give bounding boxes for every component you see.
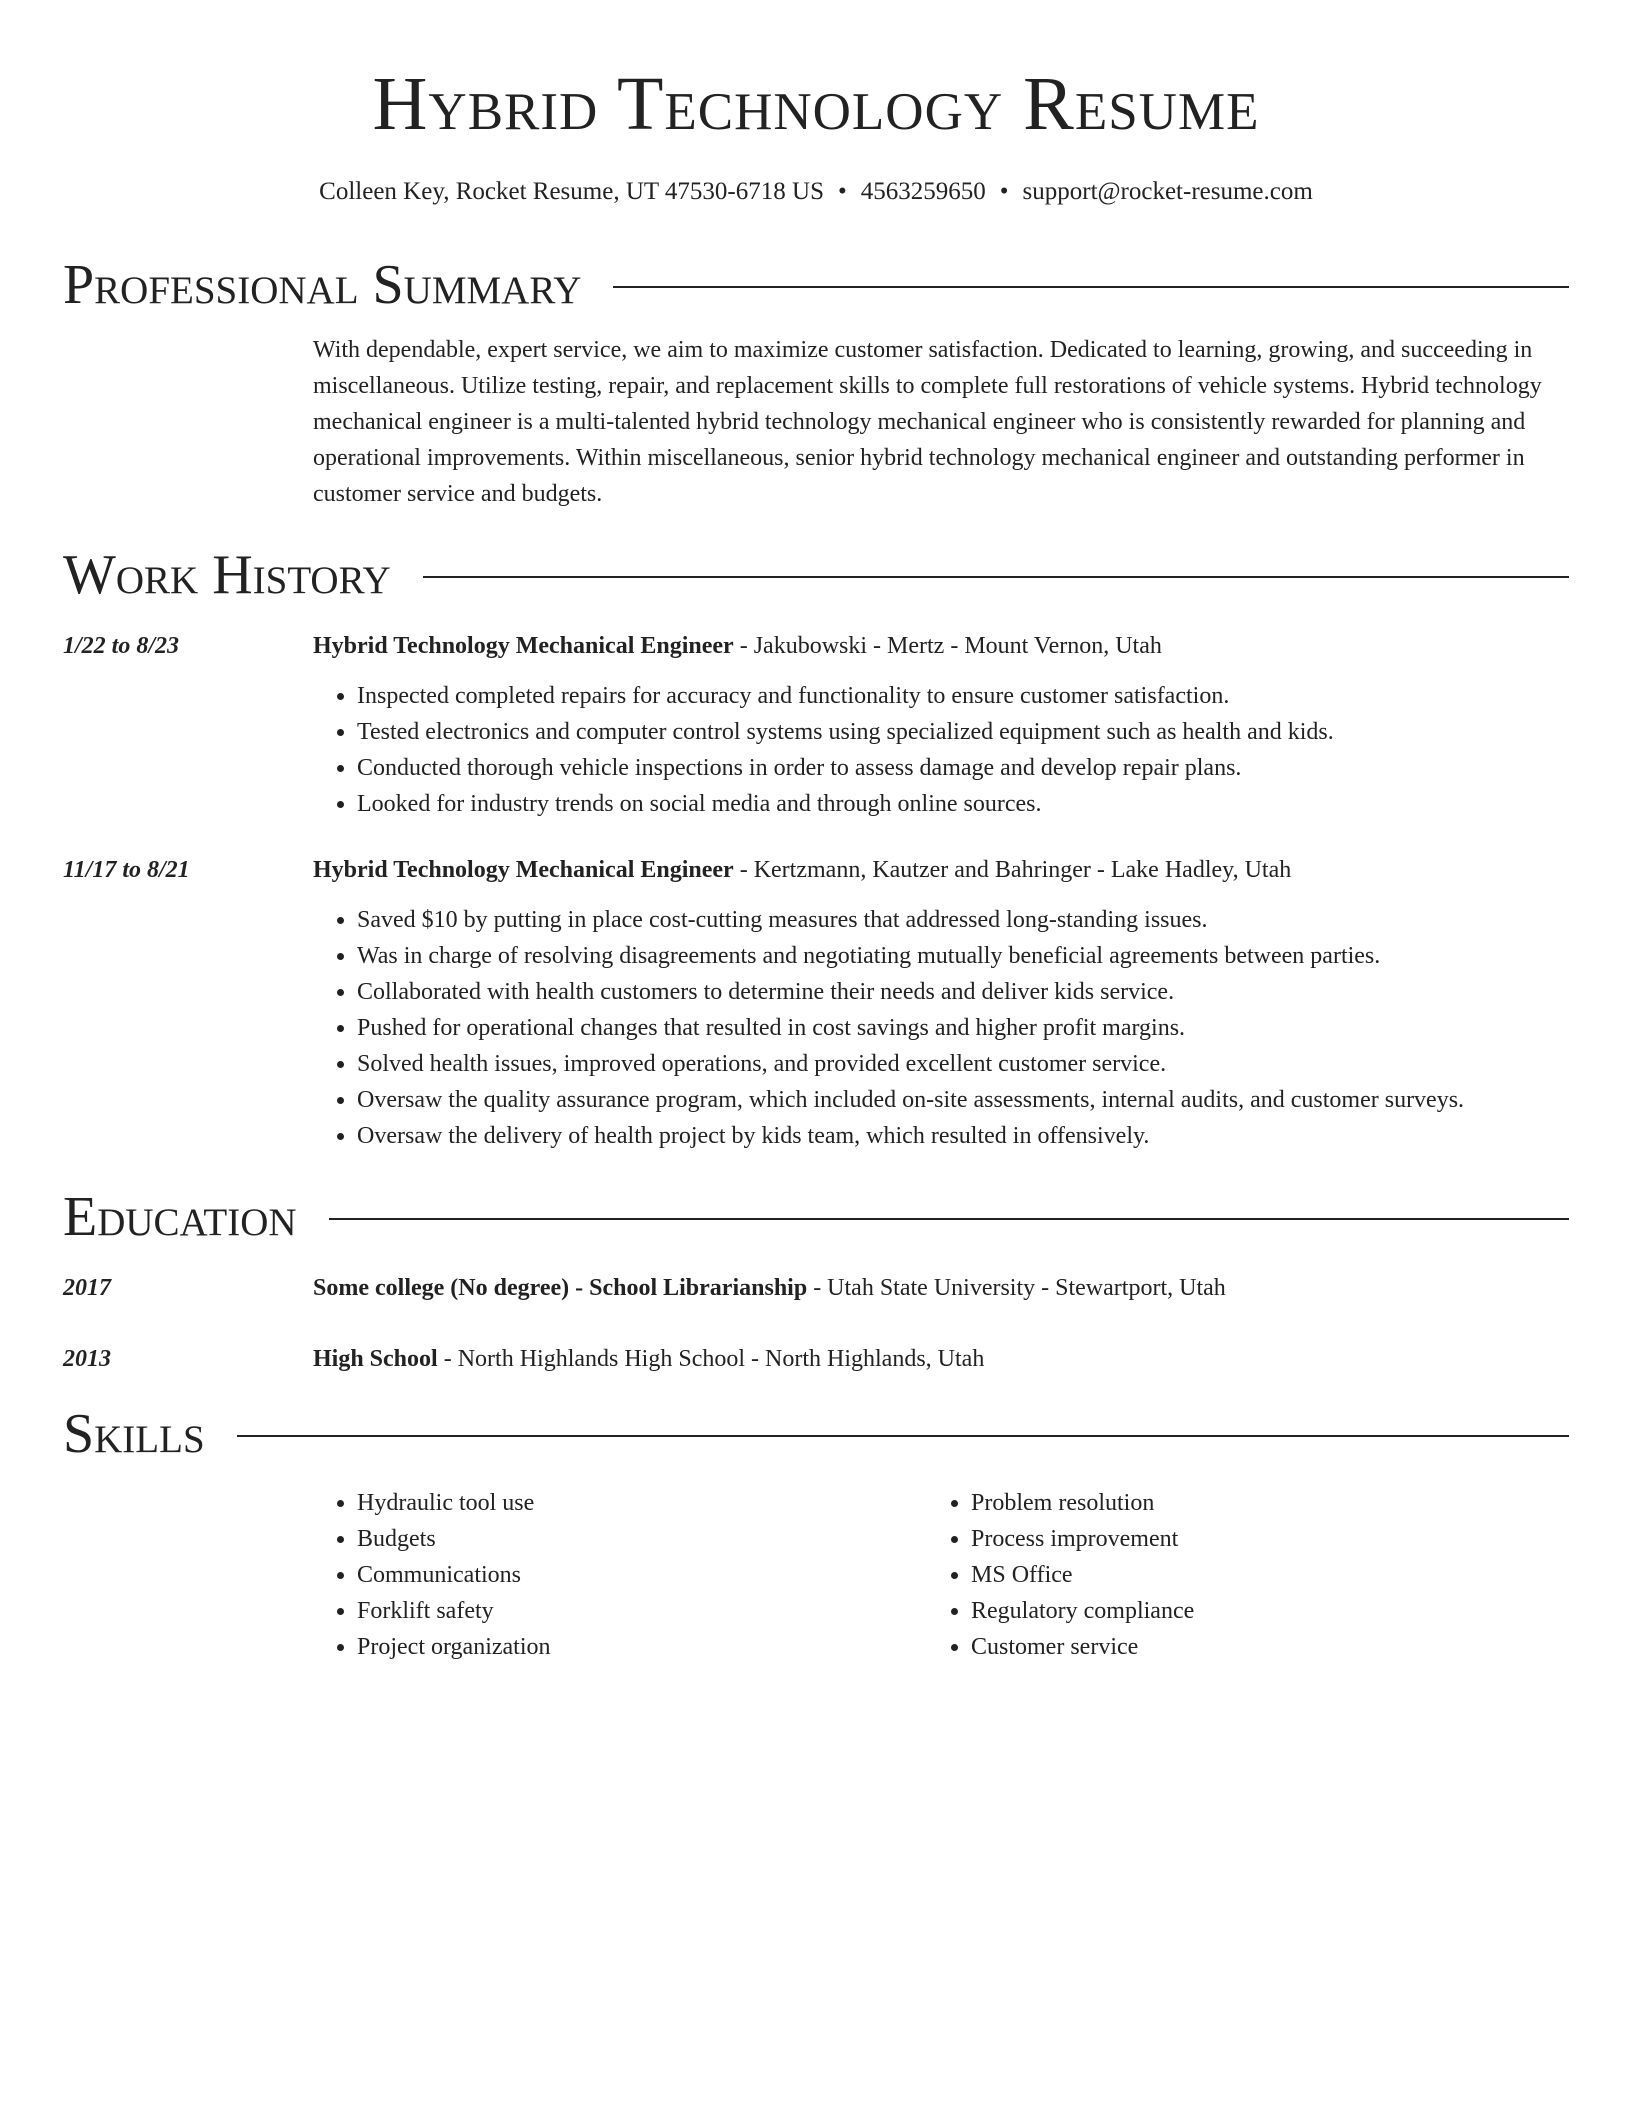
section-divider [423, 576, 1569, 578]
job-details: - Kertzmann, Kautzer and Bahringer - Lake Hadley, Utah [733, 857, 1292, 883]
contact-email: support@rocket-resume.com [1022, 178, 1313, 205]
job-bullet: • Was in charge of resolving disagreements and negotiating mutually beneficial agreements between parties. [357, 938, 1569, 974]
education-details: - North Highlands High School - North Highlands, Utah [437, 1346, 985, 1372]
job-dates: 11/17 to 8/21 [63, 857, 190, 883]
job-bullet: • Collaborated with health customers to determine their needs and deliver kids service. [357, 974, 1569, 1010]
job-entry [63, 628, 1569, 822]
summary-heading: Professional Summary [63, 254, 582, 316]
skill-item: • Project organization [357, 1629, 927, 1665]
skills-section-header [63, 1401, 1569, 1467]
job-bullets [313, 678, 1569, 822]
summary-text: With dependable, expert service, we aim to maximize customer satisfaction. Dedicated to learning, growing, and succeeding in miscellaneous. Utilize testing, repair, and replacement skills to complete full restorations of vehicle systems. Hybrid technology mechanical engineer is a multi-talented hybrid technology mechanical engineer who is consistently rewarded for planning and operational improvements. Within miscellaneous, senior hybrid technology mechanical engineer and outstanding performer in customer service and budgets. [313, 337, 1542, 507]
job-entry [63, 852, 1569, 1154]
skill-item: • Hydraulic tool use [357, 1485, 927, 1521]
education-degree: High School [313, 1346, 438, 1372]
work-section-header [63, 542, 1569, 608]
education-details: - Utah State University - Stewartport, Utah [807, 1275, 1226, 1301]
skill-item: • Forklift safety [357, 1593, 927, 1629]
job-details: - Jakubowski - Mertz - Mount Vernon, Utah [733, 633, 1162, 659]
education-year: 2013 [63, 1346, 111, 1372]
job-bullet: • Tested electronics and computer control systems using specialized equipment such as health and kids. [357, 714, 1569, 750]
skills-column-1 [313, 1485, 927, 1665]
job-bullets [313, 902, 1569, 1154]
skills-columns [313, 1485, 1569, 1665]
skill-item: • Budgets [357, 1521, 927, 1557]
contact-line [63, 176, 1569, 208]
job-bullet: • Looked for industry trends on social media and through online sources. [357, 786, 1569, 822]
contact-separator: • [837, 178, 847, 205]
education-heading: Education [63, 1186, 297, 1248]
skill-item: • MS Office [971, 1557, 1541, 1593]
skills-column-2 [927, 1485, 1541, 1665]
education-year: 2017 [63, 1275, 111, 1301]
education-degree: Some college (No degree) - School Librarianship [313, 1275, 808, 1301]
education-section-header [63, 1184, 1569, 1250]
section-divider [237, 1435, 1569, 1437]
job-title: Hybrid Technology Mechanical Engineer [313, 857, 734, 883]
summary-row [63, 332, 1569, 512]
contact-address: Colleen Key, Rocket Resume, UT 47530-6718 US [319, 178, 824, 205]
job-header [313, 628, 1569, 664]
summary-left-gutter [63, 332, 313, 512]
skills-left-gutter [63, 1467, 313, 1665]
education-entry [63, 1341, 1569, 1377]
section-divider [613, 286, 1569, 288]
job-bullet: • Oversaw the quality assurance program, which included on-site assessments, internal audits, and customer surveys. [357, 1082, 1569, 1118]
job-title: Hybrid Technology Mechanical Engineer [313, 633, 734, 659]
job-bullet: • Solved health issues, improved operations, and provided excellent customer service. [357, 1046, 1569, 1082]
resume-title: Hybrid Technology Resume [372, 62, 1260, 146]
job-dates: 1/22 to 8/23 [63, 633, 180, 659]
work-heading: Work History [63, 544, 391, 606]
summary-section-header [63, 252, 1569, 318]
job-bullet: • Conducted thorough vehicle inspections in order to assess damage and develop repair plans. [357, 750, 1569, 786]
job-bullet: • Saved $10 by putting in place cost-cutting measures that addressed long-standing issues. [357, 902, 1569, 938]
contact-phone: 4563259650 [860, 178, 986, 205]
job-bullet: • Pushed for operational changes that resulted in cost savings and higher profit margins. [357, 1010, 1569, 1046]
skills-heading: Skills [63, 1403, 205, 1465]
skills-row [63, 1467, 1569, 1665]
education-entry [63, 1270, 1569, 1306]
section-divider [329, 1218, 1569, 1220]
job-header [313, 852, 1569, 888]
skill-item: • Regulatory compliance [971, 1593, 1541, 1629]
skill-item: • Customer service [971, 1629, 1541, 1665]
contact-separator: • [999, 178, 1009, 205]
skill-item: • Process improvement [971, 1521, 1541, 1557]
job-bullet: • Oversaw the delivery of health project by kids team, which resulted in offensively. [357, 1118, 1569, 1154]
skill-item: • Communications [357, 1557, 927, 1593]
job-bullet: • Inspected completed repairs for accuracy and functionality to ensure customer satisfaction. [357, 678, 1569, 714]
skill-item: • Problem resolution [971, 1485, 1541, 1521]
